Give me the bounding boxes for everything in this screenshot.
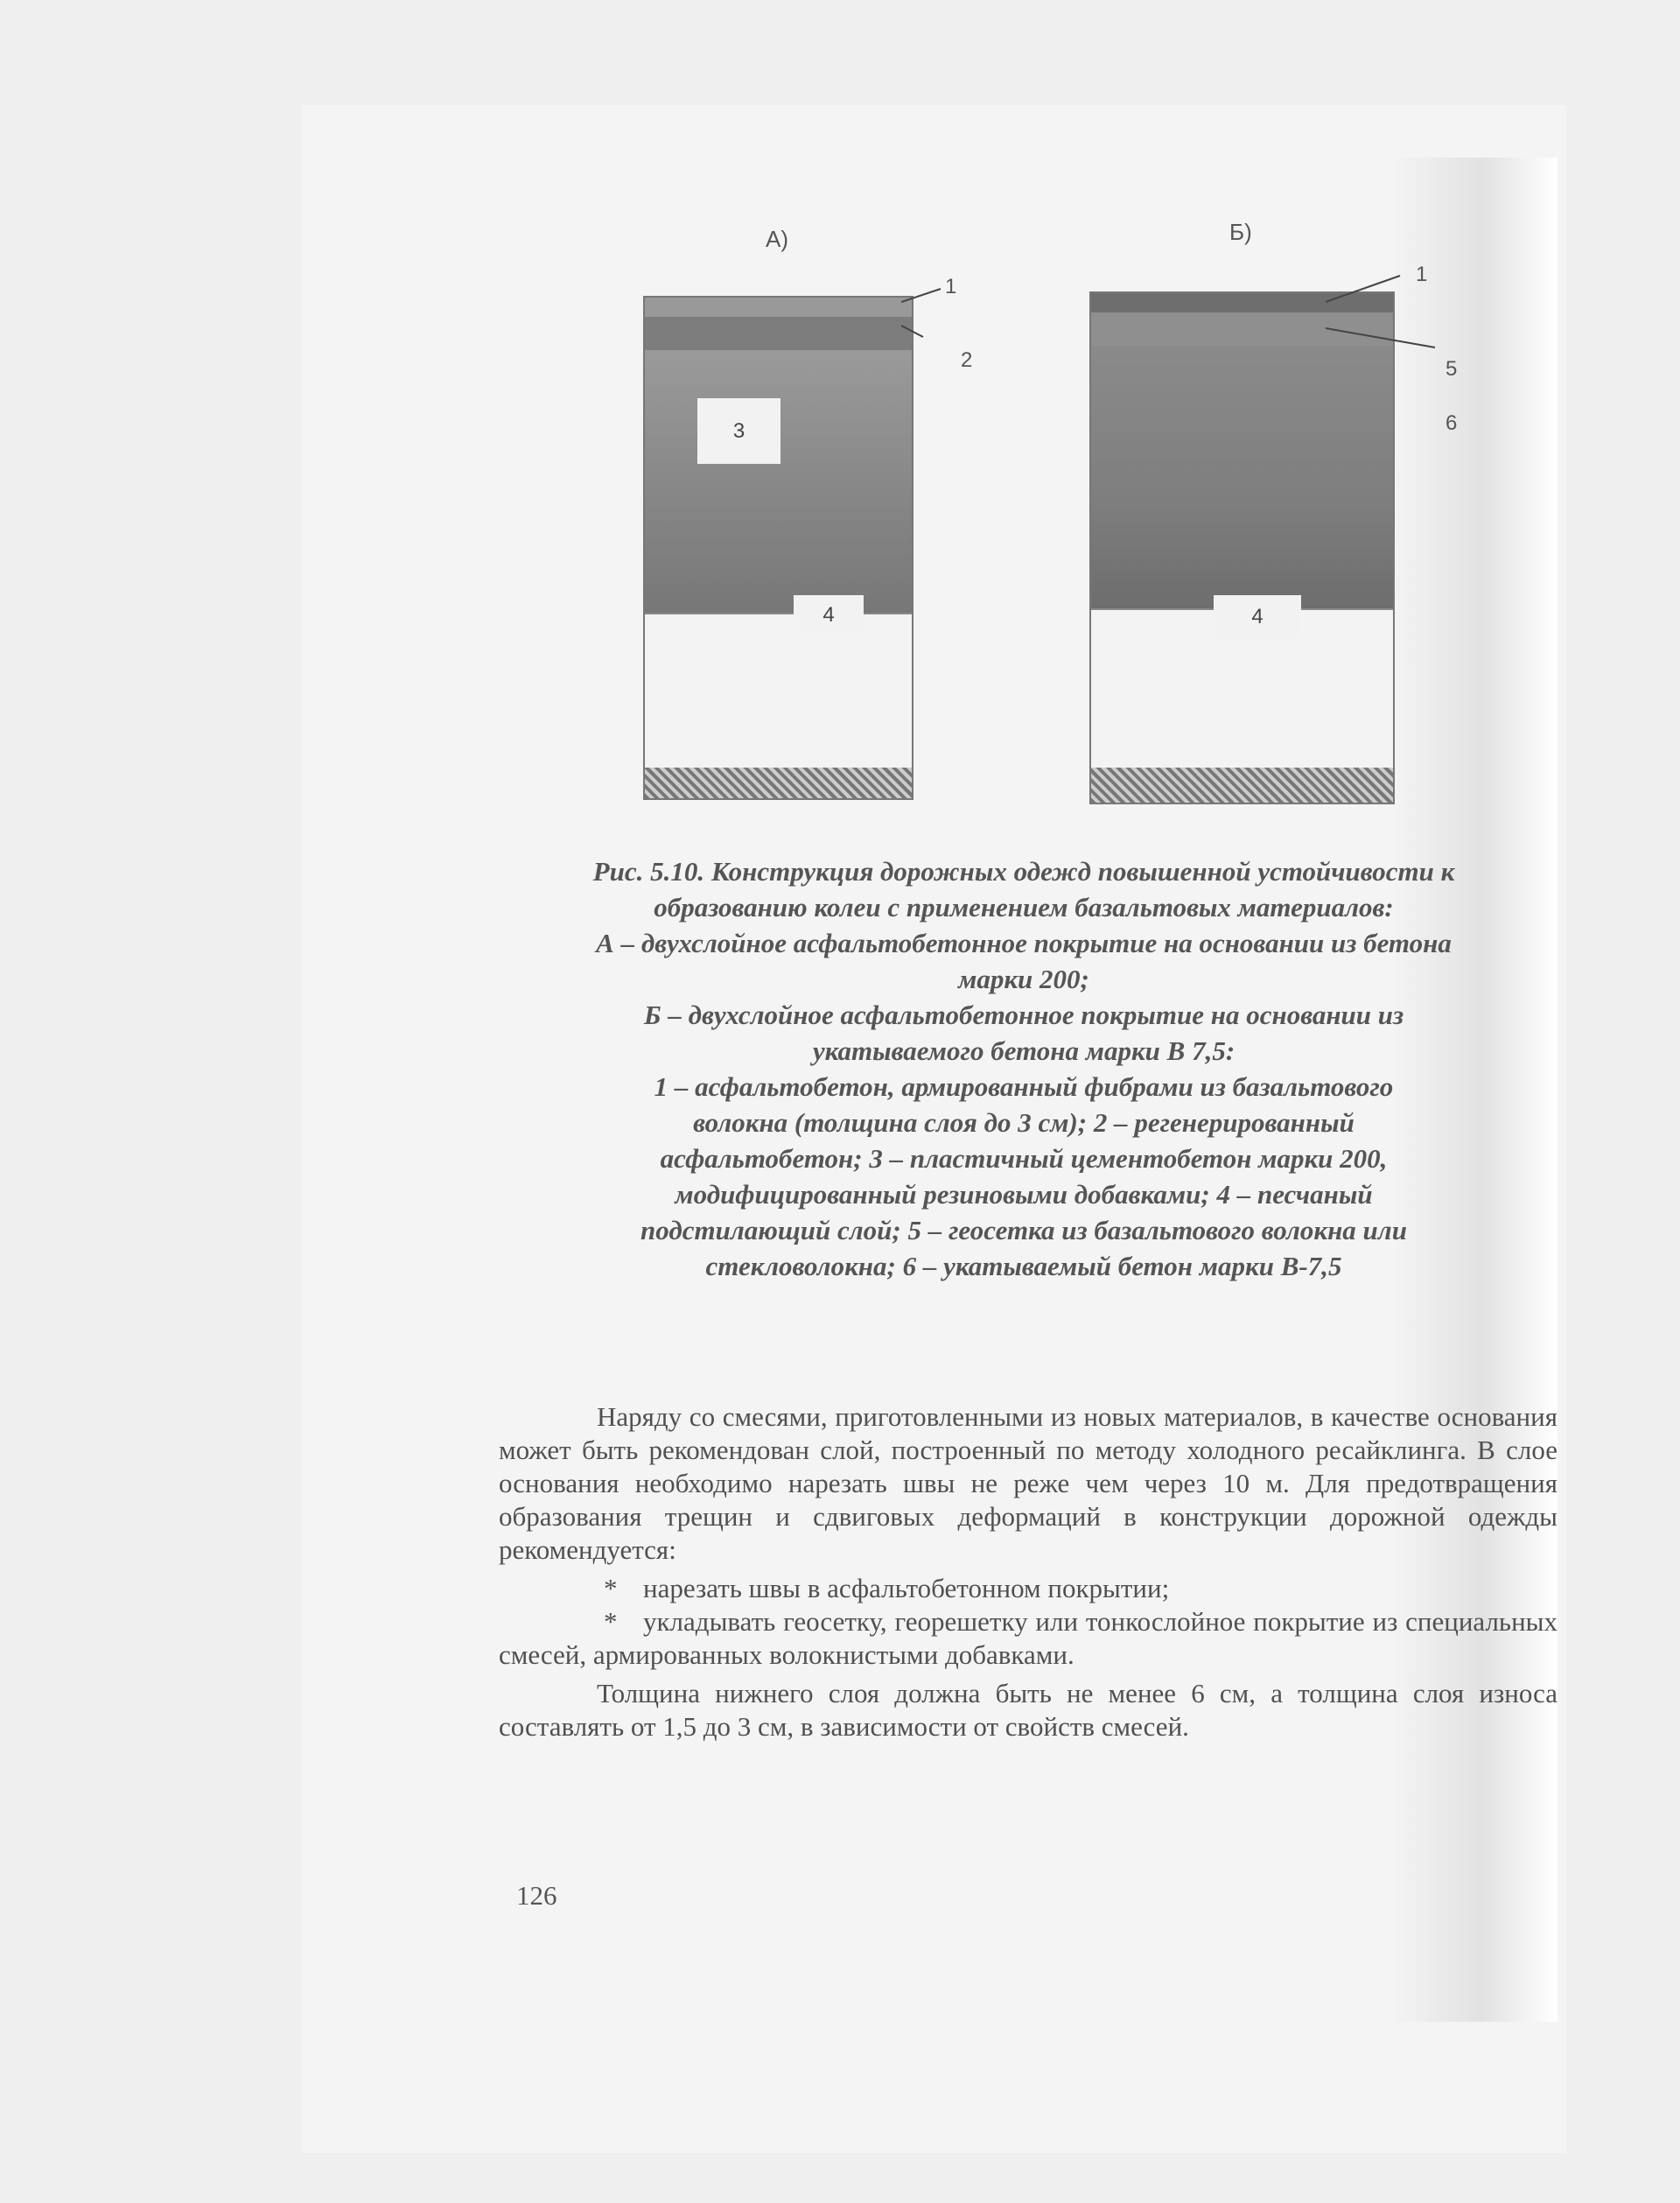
layer-a-sand [645, 613, 912, 769]
panel-a-label: А) [766, 226, 788, 252]
caption-line: асфальтобетон; 3 – пластичный цементобетон марки 200, [660, 1143, 1388, 1174]
block-b-4: 4 [1214, 595, 1301, 639]
body-text [499, 1400, 1558, 1743]
caption-line: волокна (толщина слоя до 3 см); 2 – регенерированный [693, 1107, 1354, 1138]
caption-line: Б – двухслойное асфальтобетонное покрытие на основании из [643, 1000, 1404, 1030]
caption-line: стекловолокна; 6 – укатываемый бетон марки В-7,5 [705, 1251, 1342, 1281]
caption-line: А – двухслойное асфальтобетонное покрытие на основании из бетона [596, 928, 1452, 958]
caption-line: модифицированный резиновыми добавками; 4 – песчаный [675, 1179, 1373, 1210]
panel-b-callout-1: 1 [1416, 263, 1428, 286]
paragraph: Наряду со смесями, приготовленными из новых материалов, в качестве основания может быть рекомендован слой, построенный по методу холодного ресайклинга. В слое основания необходимо нарезать швы не реже чем через 10 м. Для предотвращения образования трещин и сдвиговых деформаций в конструкции дорожной одежды рекомендуется: [499, 1401, 1558, 1565]
block-a-3: 3 [697, 398, 780, 464]
caption-line: Рис. 5.10. Конструкция дорожных одежд повышенной устойчивости к [592, 856, 1455, 887]
caption-line: подстилающий слой; 5 – геосетка из базальтового волокна или [640, 1215, 1407, 1245]
layer-a-2 [645, 317, 912, 350]
layer-a-1 [645, 298, 912, 317]
panel-b-callout-6: 6 [1446, 411, 1458, 435]
panel-a-callout-2: 2 [961, 348, 973, 372]
bullet-marker: * [604, 1573, 618, 1603]
figure-caption [490, 853, 1558, 1284]
list-item [499, 1572, 1558, 1605]
caption-line: 1 – асфальтобетон, армированный фибрами из базальтового [654, 1071, 1394, 1102]
layer-a-subgrade [645, 768, 912, 798]
list-item-text: укладывать геосетку, георешетку или тонкослойное покрытие из специальных смесей, армированных волокнистыми добавками. [499, 1606, 1558, 1670]
caption-line: образованию колеи с применением базальтовых материалов: [654, 892, 1394, 923]
panel-a-diagram [643, 296, 914, 800]
panel-b-label: Б) [1229, 219, 1252, 245]
paragraph: Толщина нижнего слоя должна быть не менее 6 см, а толщина слоя износа составлять от 1,5 до 3 см, в зависимости от свойств смесей. [499, 1678, 1558, 1742]
page-number: 126 [516, 1880, 557, 1911]
layer-b-subgrade [1091, 768, 1393, 803]
list-item-text: нарезать швы в асфальтобетонном покрытии; [643, 1573, 1170, 1603]
bullet-list [499, 1572, 1558, 1672]
block-a-4: 4 [794, 595, 864, 635]
panel-b-diagram [1089, 291, 1395, 804]
caption-line: укатываемого бетона марки В 7,5: [812, 1035, 1236, 1066]
list-item [499, 1605, 1558, 1672]
panel-a-callout-1: 1 [945, 275, 957, 298]
layer-a-base [645, 350, 912, 613]
panel-b-callout-5: 5 [1446, 357, 1458, 381]
bullet-marker: * [604, 1606, 618, 1637]
layer-b-6 [1091, 346, 1393, 608]
caption-line: марки 200; [958, 964, 1089, 994]
